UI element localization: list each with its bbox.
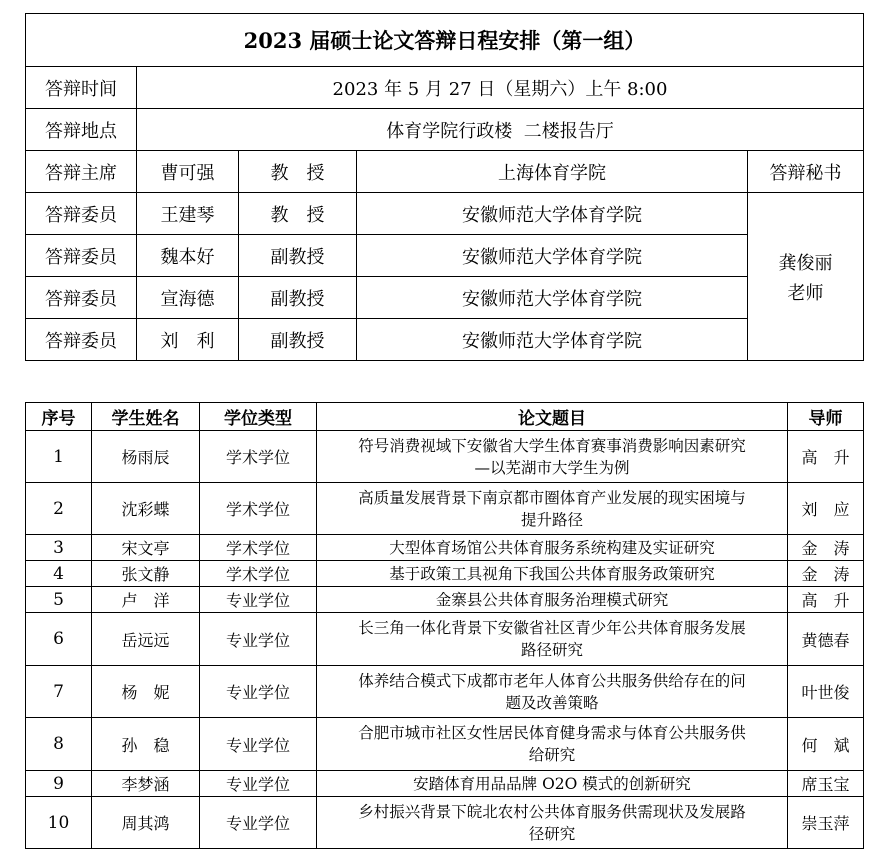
header-topic: 论文题目	[317, 403, 788, 431]
table-row	[26, 613, 864, 666]
student-name: 杨 妮	[92, 666, 200, 718]
student-name: 张文静	[92, 561, 200, 587]
advisor-name: 刘 应	[788, 483, 864, 535]
row-number: 6	[26, 613, 92, 666]
degree-type: 专业学位	[200, 587, 317, 613]
row-number: 9	[26, 771, 92, 797]
advisor-name: 崇玉萍	[788, 797, 864, 849]
thesis-topic	[317, 718, 788, 771]
member-rank: 教 授	[239, 193, 357, 235]
member-rank: 副教授	[239, 277, 357, 319]
student-name: 杨雨辰	[92, 431, 200, 483]
table-row	[26, 561, 864, 587]
table-row	[26, 666, 864, 718]
thesis-topic	[317, 535, 788, 561]
degree-type: 专业学位	[200, 718, 317, 771]
time-label: 答辩时间	[26, 67, 137, 109]
member-rank: 副教授	[239, 319, 357, 361]
advisor-name: 叶世俊	[788, 666, 864, 718]
defense-schedule-table	[25, 402, 864, 849]
place-label: 答辩地点	[26, 109, 137, 151]
time-value: 2023 年 5 月 27 日（星期六）上午 8:00	[137, 67, 864, 109]
degree-type: 专业学位	[200, 666, 317, 718]
thesis-topic-line1: 大型体育场馆公共体育服务系统构建及实证研究	[389, 538, 715, 557]
table-row	[26, 718, 864, 771]
student-name: 宋文亭	[92, 535, 200, 561]
degree-type: 专业学位	[200, 771, 317, 797]
member-role: 答辩委员	[26, 193, 137, 235]
thesis-topic	[317, 561, 788, 587]
student-name: 李梦涵	[92, 771, 200, 797]
row-number: 8	[26, 718, 92, 771]
row-number: 10	[26, 797, 92, 849]
student-name: 卢 洋	[92, 587, 200, 613]
member-role: 答辩委员	[26, 277, 137, 319]
member-role: 答辩委员	[26, 235, 137, 277]
thesis-topic-line1: 体养结合模式下成都市老年人体育公共服务供给存在的问	[358, 671, 746, 690]
place-value: 体育学院行政楼 二楼报告厅	[137, 109, 864, 151]
row-number: 1	[26, 431, 92, 483]
advisor-name: 高 升	[788, 431, 864, 483]
member-name: 宣海德	[137, 277, 239, 319]
chair-rank: 教 授	[239, 151, 357, 193]
student-name: 岳远远	[92, 613, 200, 666]
secretary-name-cell	[748, 193, 864, 361]
member-unit: 安徽师范大学体育学院	[357, 277, 748, 319]
row-number: 7	[26, 666, 92, 718]
thesis-topic-line2: —以芜湖市大学生为例	[474, 458, 630, 477]
chair-role: 答辩主席	[26, 151, 137, 193]
thesis-topic-line2: 提升路径	[520, 510, 583, 529]
thesis-topic	[317, 771, 788, 797]
degree-type: 专业学位	[200, 797, 317, 849]
thesis-topic	[317, 613, 788, 666]
thesis-topic-line1: 安踏体育用品品牌 O2O 模式的创新研究	[413, 774, 691, 793]
degree-type: 学术学位	[200, 431, 317, 483]
header-no: 序号	[26, 403, 92, 431]
header-advisor: 导师	[788, 403, 864, 431]
thesis-topic-line2: 路径研究	[520, 641, 583, 659]
chair-name: 曹可强	[137, 151, 239, 193]
thesis-topic	[317, 431, 788, 483]
table-row	[26, 771, 864, 797]
student-name: 沈彩蝶	[92, 483, 200, 535]
thesis-topic-line1: 基于政策工具视角下我国公共体育服务政策研究	[389, 564, 715, 583]
student-name: 周其鸿	[92, 797, 200, 849]
member-unit: 安徽师范大学体育学院	[357, 319, 748, 361]
row-number: 3	[26, 535, 92, 561]
chair-unit: 上海体育学院	[357, 151, 748, 193]
advisor-name: 黄德春	[788, 613, 864, 666]
thesis-topic-line1: 金寨县公共体育服务治理模式研究	[435, 590, 669, 609]
thesis-topic-line1: 乡村振兴背景下皖北农村公共体育服务供需现状及发展路	[358, 802, 746, 821]
member-name: 王建琴	[137, 193, 239, 235]
thesis-topic-line2: 给研究	[528, 746, 576, 764]
thesis-topic-line2: 径研究	[528, 824, 576, 843]
advisor-name: 何 斌	[788, 718, 864, 771]
member-unit: 安徽师范大学体育学院	[357, 193, 748, 235]
member-unit: 安徽师范大学体育学院	[357, 235, 748, 277]
thesis-topic-line1: 长三角一体化背景下安徽省社区青少年公共体育服务发展	[358, 619, 746, 637]
secretary-title: 老师	[787, 282, 824, 304]
advisor-name: 高 升	[788, 587, 864, 613]
thesis-topic-line2: 题及改善策略	[505, 693, 599, 712]
member-name: 魏本好	[137, 235, 239, 277]
student-name: 孙 稳	[92, 718, 200, 771]
degree-type: 学术学位	[200, 483, 317, 535]
member-rank: 副教授	[239, 235, 357, 277]
advisor-name: 金 涛	[788, 561, 864, 587]
advisor-name: 席玉宝	[788, 771, 864, 797]
degree-type: 学术学位	[200, 561, 317, 587]
schedule-body	[26, 431, 864, 849]
member-role: 答辩委员	[26, 319, 137, 361]
thesis-topic-line1: 高质量发展背景下南京都市圈体育产业发展的现实困境与	[358, 488, 746, 507]
table-row	[26, 483, 864, 535]
secretary-label: 答辩秘书	[748, 151, 864, 193]
degree-type: 学术学位	[200, 535, 317, 561]
degree-type: 专业学位	[200, 613, 317, 666]
committee-info-table	[25, 13, 864, 361]
row-number: 5	[26, 587, 92, 613]
thesis-topic	[317, 587, 788, 613]
secretary-name: 龚俊丽	[778, 252, 833, 274]
thesis-topic	[317, 797, 788, 849]
table-row	[26, 535, 864, 561]
row-number: 2	[26, 483, 92, 535]
thesis-topic-line1: 符号消费视域下安徽省大学生体育赛事消费影响因素研究	[358, 436, 746, 455]
table-row	[26, 797, 864, 849]
thesis-topic	[317, 483, 788, 535]
member-name: 刘 利	[137, 319, 239, 361]
row-number: 4	[26, 561, 92, 587]
thesis-topic-line1: 合肥市城市社区女性居民体育健身需求与体育公共服务供	[358, 724, 746, 742]
advisor-name: 金 涛	[788, 535, 864, 561]
header-student: 学生姓名	[92, 403, 200, 431]
table-row	[26, 587, 864, 613]
thesis-topic	[317, 666, 788, 718]
table-row	[26, 431, 864, 483]
page-title: 2023 届硕士论文答辩日程安排（第一组）	[26, 14, 864, 67]
header-degree: 学位类型	[200, 403, 317, 431]
